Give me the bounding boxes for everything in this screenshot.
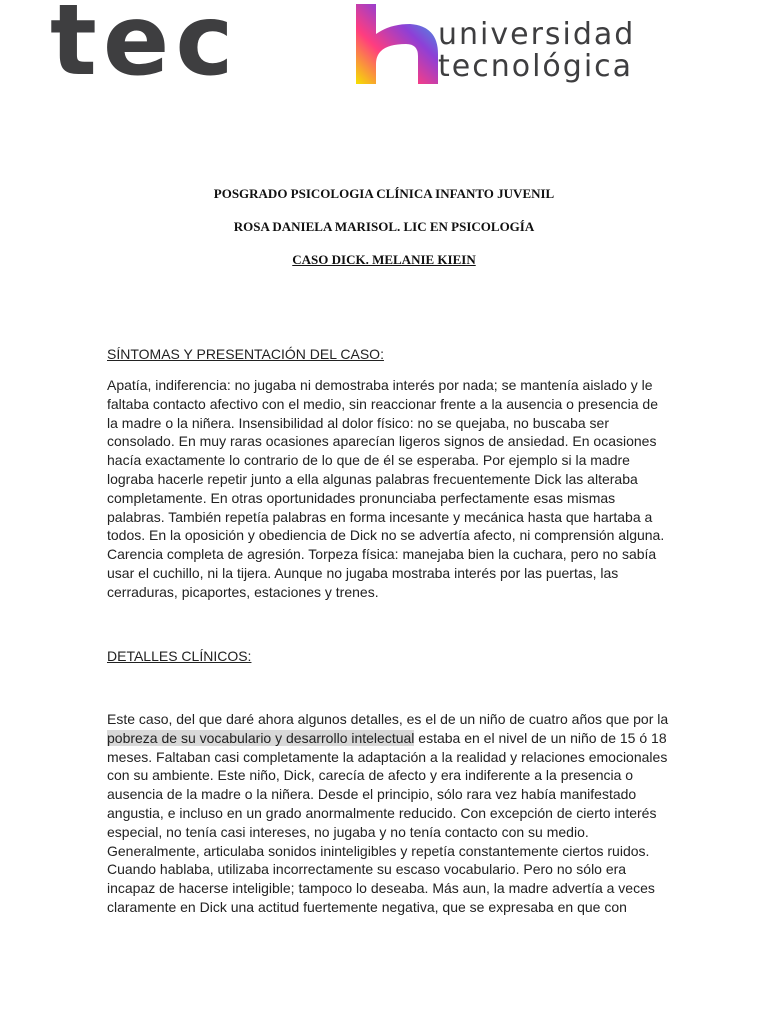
text-segment: estaba en el nivel de un niño de 15 ó 18 — [414, 729, 667, 746]
text-line: palabras. También repetía palabras en forma incesante y mecánica hasta que hartaba a — [107, 508, 653, 525]
text-line: completamente. En otras oportunidades pronunciaba perfectamente esas mismas — [107, 489, 616, 506]
text-line: ausencia de la madre o la niñera. Desde el principio, sólo rara vez había manifestado — [107, 786, 637, 803]
logo-wordmark: tec — [50, 0, 240, 98]
text-line: la madre o la niñera. Insensibilidad al dolor físico: no se quejaba, no buscaba ser — [107, 414, 609, 431]
text-line: claramente en Dick una actitud fuertemente negativa, que se expresaba en que con — [107, 898, 627, 915]
tech-logo — [48, 0, 718, 98]
highlighted-text: pobreza de su vocabulario y desarrollo intelectual — [107, 729, 415, 746]
text-line: consolado. En muy raras ocasiones aparecían ligeros signos de ansiedad. En ocasiones — [107, 433, 657, 450]
text-line: meses. Faltaban casi completamente la adaptación a la realidad y relaciones emocionales — [107, 748, 668, 765]
text-line: hacía exactamente lo contrario de lo que de él se esperaba. Por ejemplo si la madre — [107, 452, 630, 469]
text-line: angustia, e incluso en un grado anormalmente reducido. Con excepción de cierto interés — [107, 804, 657, 821]
heading-posgrado: POSGRADO PSICOLOGIA CLÍNICA INFANTO JUVENIL — [213, 186, 555, 201]
text-line: usar el cuchillo, ni la tijera. Aunque no jugaba mostraba interés por las puertas, las — [107, 564, 619, 581]
heading-author: ROSA DANIELA MARISOL. LIC EN PSICOLOGÍA — [233, 219, 535, 234]
text-line: Carencia completa de agresión. Torpeza física: manejaba bien la cuchara, pero no sabía — [107, 546, 657, 563]
text-line: Generalmente, articulaba sonidos ininteligibles y repetía constantemente ciertos ruidos. — [107, 842, 650, 859]
symptoms-paragraph — [107, 376, 667, 602]
text-line: faltaba contacto afectivo con el medio, sin reaccionar frente a la ausencia o presencia de — [107, 395, 658, 412]
text-line: incapaz de hacerse inteligible; tampoco lo deseaba. Más aun, la madre advertía a veces — [107, 880, 655, 897]
text-line: con su ambiente. Este niño, Dick, carecía de afecto y era indiferente a la presencia o — [107, 767, 634, 784]
text-line: cerraduras, picaportes, estaciones y trenes. — [107, 583, 379, 600]
text-line: lograba hacerle repetir junto a ella algunas palabras frecuentemente Dick las alteraba — [107, 470, 638, 487]
text-line-with-highlight — [107, 729, 667, 748]
text-line: Este caso, del que daré ahora algunos detalles, es el de un niño de cuatro años que por la — [107, 711, 669, 727]
section-title-symptoms: SÍNTOMAS Y PRESENTACIÓN DEL CASO: — [107, 346, 384, 362]
logo-subtitle-universidad: universidad — [438, 17, 636, 52]
text-line: Cuando hablaba, utilizaba incorrectamente su escaso vocabulario. Pero no sólo era — [107, 861, 627, 878]
heading-case-title: CASO DICK. MELANIE KIEIN — [292, 252, 476, 267]
text-line: especial, no tenía casi intereses, no jugaba y no tenía contacto con su medio. — [107, 823, 589, 840]
text-line: Apatía, indiferencia: no jugaba ni demostraba interés por nada; se mantenía aislado y le — [107, 377, 653, 393]
logo-subtitle-tecnologica: tecnológica — [438, 49, 634, 84]
section-title-clinical-details: DETALLES CLÍNICOS: — [107, 648, 252, 664]
clinical-details-paragraph — [107, 710, 667, 917]
text-line: todos. En la oposición y obediencia de Dick no se advertía afecto, ni comprensión alguna. — [107, 527, 665, 544]
